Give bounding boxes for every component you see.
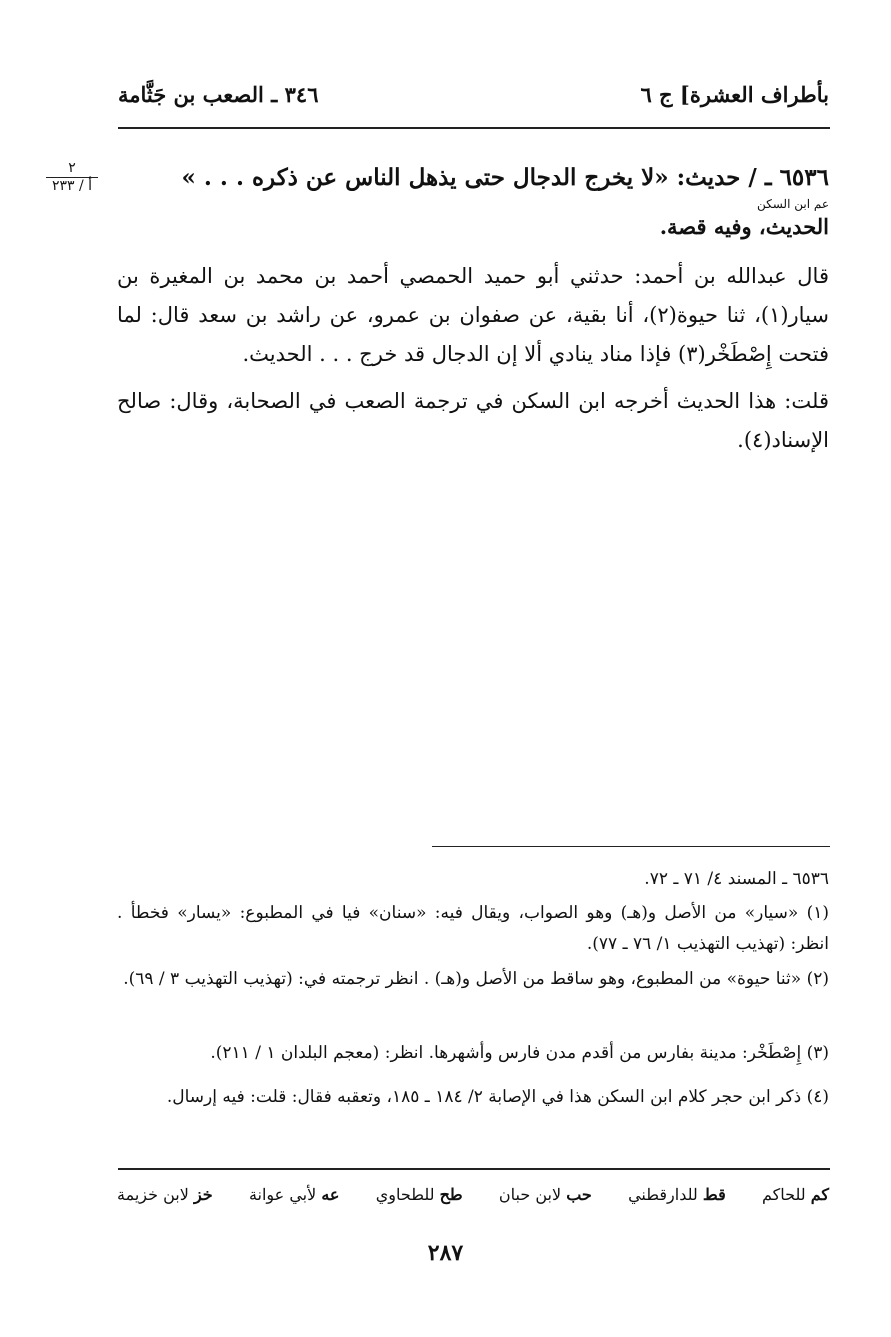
- running-header-chapter-title: ٣٤٦ ـ الصعب بن جَثَّامة: [118, 82, 319, 107]
- abbreviation-text: لأبي عوانة: [248, 1185, 317, 1204]
- abbreviation-item: [499, 1185, 592, 1204]
- footnote-divider: [432, 846, 830, 847]
- hadith-heading-continuation: الحديث، وفيه قصة.: [659, 214, 829, 239]
- abbreviation-text: للدارقطني: [628, 1185, 698, 1204]
- abbreviation-code: طح: [439, 1185, 463, 1204]
- running-header-book-title: بأطراف العشرة] ج ٦: [640, 82, 829, 107]
- commentary-paragraph: قلت: هذا الحديث أخرجه ابن السكن في ترجمة الصعب في الصحابة، وقال: صالح الإسناد(٤).: [117, 389, 829, 452]
- footnote-3: (٣) إِصْطَخْر: مدينة بفارس من أقدم مدن فارس وأشهرها. انظر: (معجم البلدان ١ / ٢١١).: [210, 1043, 829, 1063]
- abbreviation-code: حب: [566, 1185, 592, 1204]
- margin-reference-bottom: أ / ٢٣٣: [51, 178, 93, 194]
- abbreviation-text: للطحاوي: [375, 1185, 435, 1204]
- isnad-paragraph: قال عبدالله بن أحمد: حدثني أبو حميد الحمصي أحمد بن محمد بن المغيرة بن سيار(١)، ثنا حيوة(٢)، أنا بقية، عن صفوان بن عمرو، عن راشد بن سعد قال: لما فتحت إِصْطَخْر(٣) فإذا مناد ينادي ألا إن الدجال قد خرج . . . الحديث.: [117, 264, 830, 366]
- abbreviation-code: قط: [702, 1185, 726, 1204]
- hadith-heading: ٦٥٣٦ ـ / حديث: «لا يخرج الدجال حتى يذهل الناس عن ذكره . . . »: [181, 164, 829, 191]
- abbreviation-code: عه: [321, 1185, 340, 1204]
- abbreviations-legend: [117, 1185, 829, 1204]
- footnote-1: (١) «سيار» من الأصل و(هـ) وهو الصواب، ويقال فيه: «سنان» فيا في المطبوع: «يسار» فخطأ . انظر: (تهذيب التهذيب ١/ ٧٦ ـ ٧٧).: [117, 903, 829, 954]
- footnote-2: (٢) «ثنا حيوة» من المطبوع، وهو ساقط من الأصل و(هـ) . انظر ترجمته في: (تهذيب التهذيب ٣ / ٦٩).: [123, 969, 829, 989]
- hadith-source-label: عم ابن السكن: [756, 197, 829, 211]
- footnote-4: (٤) ذكر ابن حجر كلام ابن السكن هذا في الإصابة ٢/ ١٨٤ ـ ١٨٥، وتعقبه فقال: قلت: فيه إرسال.: [166, 1087, 829, 1107]
- abbreviation-code: كم: [810, 1185, 829, 1204]
- margin-manuscript-reference: [46, 160, 98, 194]
- abbreviation-item: [117, 1185, 213, 1204]
- abbreviation-text: للحاكم: [762, 1185, 806, 1204]
- abbreviation-item: [249, 1185, 340, 1204]
- page-number: ٢٨٧: [427, 1240, 464, 1266]
- abbreviation-item: [376, 1185, 463, 1204]
- abbreviation-text: لابن حبان: [498, 1185, 562, 1204]
- margin-reference-top: ٢: [46, 160, 98, 178]
- abbreviation-item: [628, 1185, 726, 1204]
- abbreviation-item: [762, 1185, 829, 1204]
- header-divider: [118, 127, 830, 129]
- abbreviations-divider: [118, 1168, 830, 1170]
- footnote-source: ٦٥٣٦ ـ المسند ٤/ ٧١ ـ ٧٢.: [644, 869, 829, 889]
- abbreviation-text: لابن خزيمة: [117, 1185, 189, 1204]
- abbreviation-code: خز: [193, 1185, 213, 1204]
